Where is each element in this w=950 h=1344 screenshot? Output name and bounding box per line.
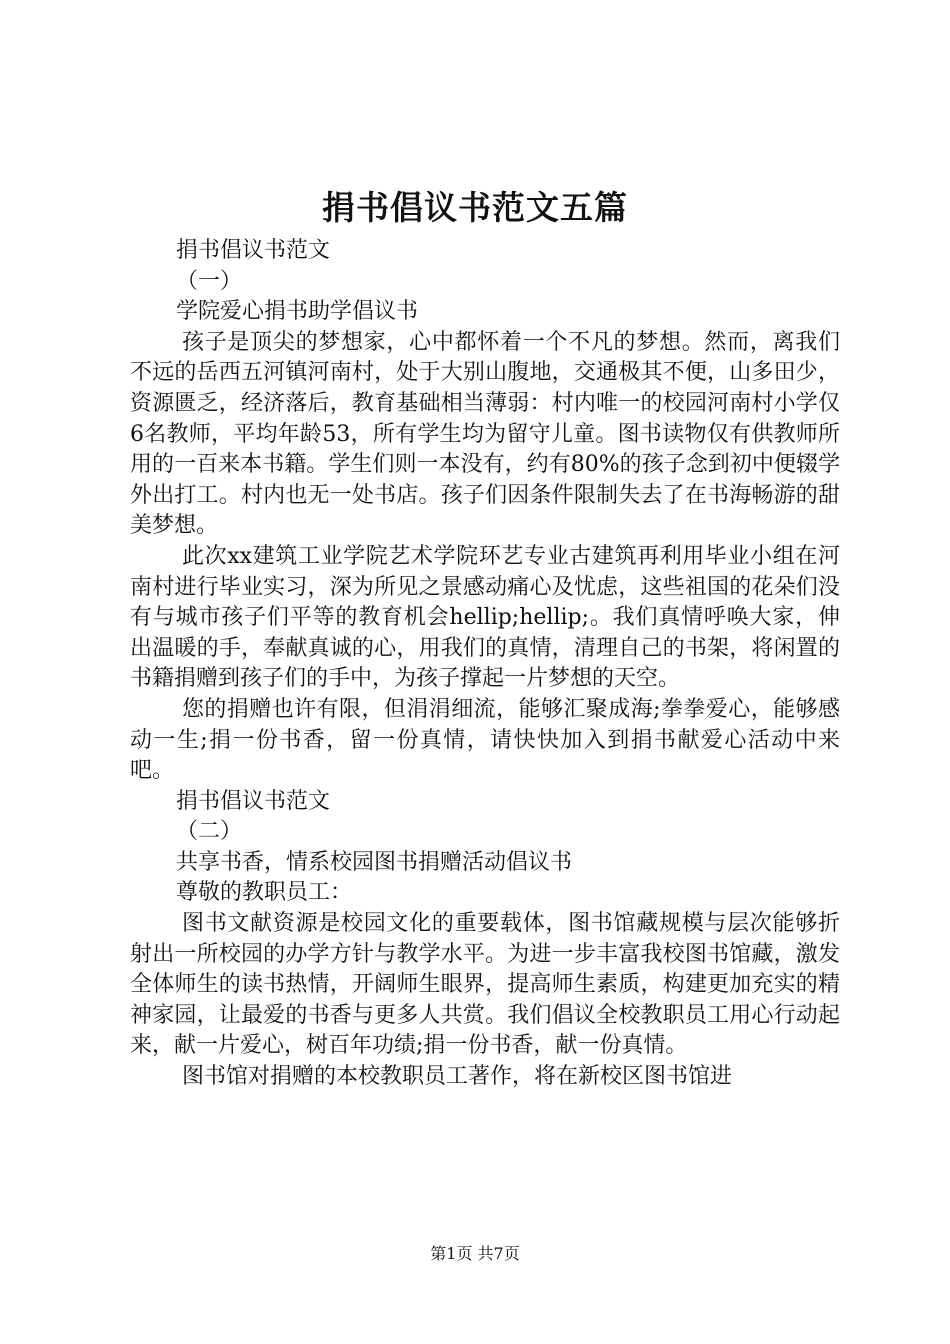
document-body bbox=[130, 236, 840, 1093]
paragraph: 孩子是顶尖的梦想家，心中都怀着一个不凡的梦想。然而，离我们不远的岳西五河镇河南村，处于大别山腹地，交通极其不便，山多田少，资源匮乏，经济落后，教育基础相当薄弱：村内唯一的校园河南村小学仅6名教师，平均年龄53，所有学生均为留守儿童。图书读物仅有供教师所用的一百来本书籍。学生们则一本没有，约有80%的孩子念到初中便辍学外出打工。村内也无一处书店。孩子们因条件限制失去了在书海畅游的甜美梦想。 bbox=[130, 329, 840, 539]
section-number: （一） bbox=[176, 268, 243, 294]
page-footer: 第1页 共7页 bbox=[430, 1244, 520, 1263]
section-subtitle: 学院爱心捐书助学倡议书 bbox=[176, 299, 419, 325]
section-number: （二） bbox=[176, 819, 243, 845]
section-heading: 捐书倡议书范文 bbox=[176, 788, 331, 814]
paragraph: 图书文献资源是校园文化的重要载体，图书馆藏规模与层次能够折射出一所校园的办学方针与教学水平。为进一步丰富我校图书馆藏，激发全体师生的读书热情，开阔师生眼界，提高师生素质，构建更加充实的精神家园，让最爱的书香与更多人共赏。我们倡议全校教职员工用心行动起来，献一片爱心，树百年功绩;捐一份书香，献一份真情。 bbox=[130, 911, 840, 1059]
section-heading: 捐书倡议书范文 bbox=[176, 238, 331, 263]
document-title: 捐书倡议书范文五篇 bbox=[322, 188, 628, 227]
paragraph: 您的捐赠也许有限，但涓涓细流，能够汇聚成海;拳拳爱心，能够感动一生;捐一份书香，留一份真情，请快快加入到捐书献爱心活动中来吧。 bbox=[130, 696, 840, 784]
section-subtitle: 共享书香，情系校园图书捐赠活动倡议书 bbox=[176, 849, 573, 875]
salutation: 尊敬的教职员工： bbox=[176, 880, 353, 906]
paragraph: 此次xx建筑工业学院艺术学院环艺专业古建筑再利用毕业小组在河南村进行毕业实习，深为所见之景感动痛心及忧虑，这些祖国的花朵们没有与城市孩子们平等的教育机会hellip;hellip;。我们真情呼唤大家，伸出温暖的手，奉献真诚的心，用我们的真情，清理自己的书架，将闲置的书籍捐赠到孩子们的手中，为孩子撑起一片梦想的天空。 bbox=[130, 543, 840, 692]
paragraph: 图书馆对捐赠的本校教职员工著作，将在新校区图书馆进 bbox=[182, 1064, 733, 1090]
